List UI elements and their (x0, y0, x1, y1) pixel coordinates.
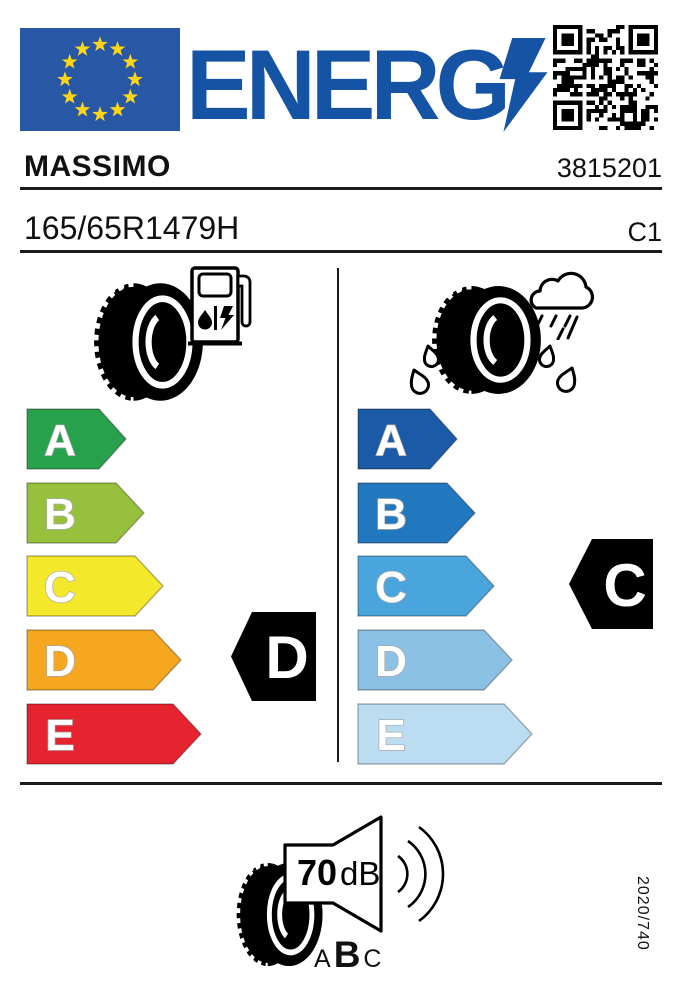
tire-size: 165/65R1479H (24, 210, 240, 246)
wet-grip-scale (357, 408, 567, 768)
fuel-efficiency-grade-e (26, 703, 203, 765)
regulation-number: 2020/740 (634, 876, 651, 951)
noise-unit: dB (340, 855, 381, 892)
eu-flag-icon (20, 28, 180, 131)
fuel-efficiency-grade-d (26, 629, 183, 691)
fuel-rating-letter: D (265, 624, 309, 691)
noise-speaker-icon (280, 806, 485, 942)
wet-rating-letter: C (603, 552, 647, 619)
noise-value: 70 (297, 852, 338, 893)
divider-line (20, 187, 662, 190)
fuel-efficiency-grade-a (26, 408, 128, 470)
rain-cloud-icon (516, 262, 604, 340)
noise-class-letters (314, 934, 381, 976)
water-splash-icon (400, 338, 600, 402)
column-divider (337, 268, 339, 762)
wet-grip-grade-a (357, 408, 459, 470)
fuel-efficiency-grade-letter: E (45, 710, 75, 760)
wet-grip-grade-e (357, 703, 534, 765)
divider-line (20, 250, 662, 253)
brand-name: MASSIMO (24, 150, 171, 183)
wet-grip-grade-d (357, 629, 514, 691)
fuel-efficiency-grade-c (26, 555, 165, 617)
noise-class-b-highlighted: B (333, 934, 361, 975)
sound-waves-icon (398, 827, 443, 921)
fuel-efficiency-grade-letter: B (44, 489, 76, 539)
wet-grip-grade-letter: E (376, 710, 406, 760)
divider-line (20, 782, 662, 785)
fuel-efficiency-grade-letter: C (44, 563, 76, 613)
fuel-efficiency-grade-b (26, 482, 146, 544)
wet-grip-grade-letter: C (375, 563, 407, 613)
fuel-efficiency-scale (26, 408, 236, 768)
wet-grip-grade-letter: B (375, 489, 407, 539)
wet-grip-grade-letter: D (375, 637, 407, 687)
wet-grip-grade-c (357, 555, 496, 617)
qr-code (553, 25, 658, 130)
wet-grip-rating-indicator (569, 539, 653, 629)
fuel-efficiency-rating-indicator (231, 612, 316, 701)
fuel-efficiency-grade-letter: A (44, 416, 76, 465)
tire-class: C1 (627, 217, 662, 247)
article-number: 3815201 (556, 153, 662, 183)
energ-logo: ENERG (186, 29, 506, 141)
lightning-bolt-icon (498, 38, 550, 132)
wet-grip-grade-letter: A (375, 416, 407, 465)
noise-class-a: A (314, 945, 331, 973)
fuel-efficiency-grade-letter: D (44, 637, 76, 687)
fuel-pump-icon (188, 262, 254, 350)
noise-class-c: C (363, 945, 382, 973)
wet-grip-grade-b (357, 482, 477, 544)
